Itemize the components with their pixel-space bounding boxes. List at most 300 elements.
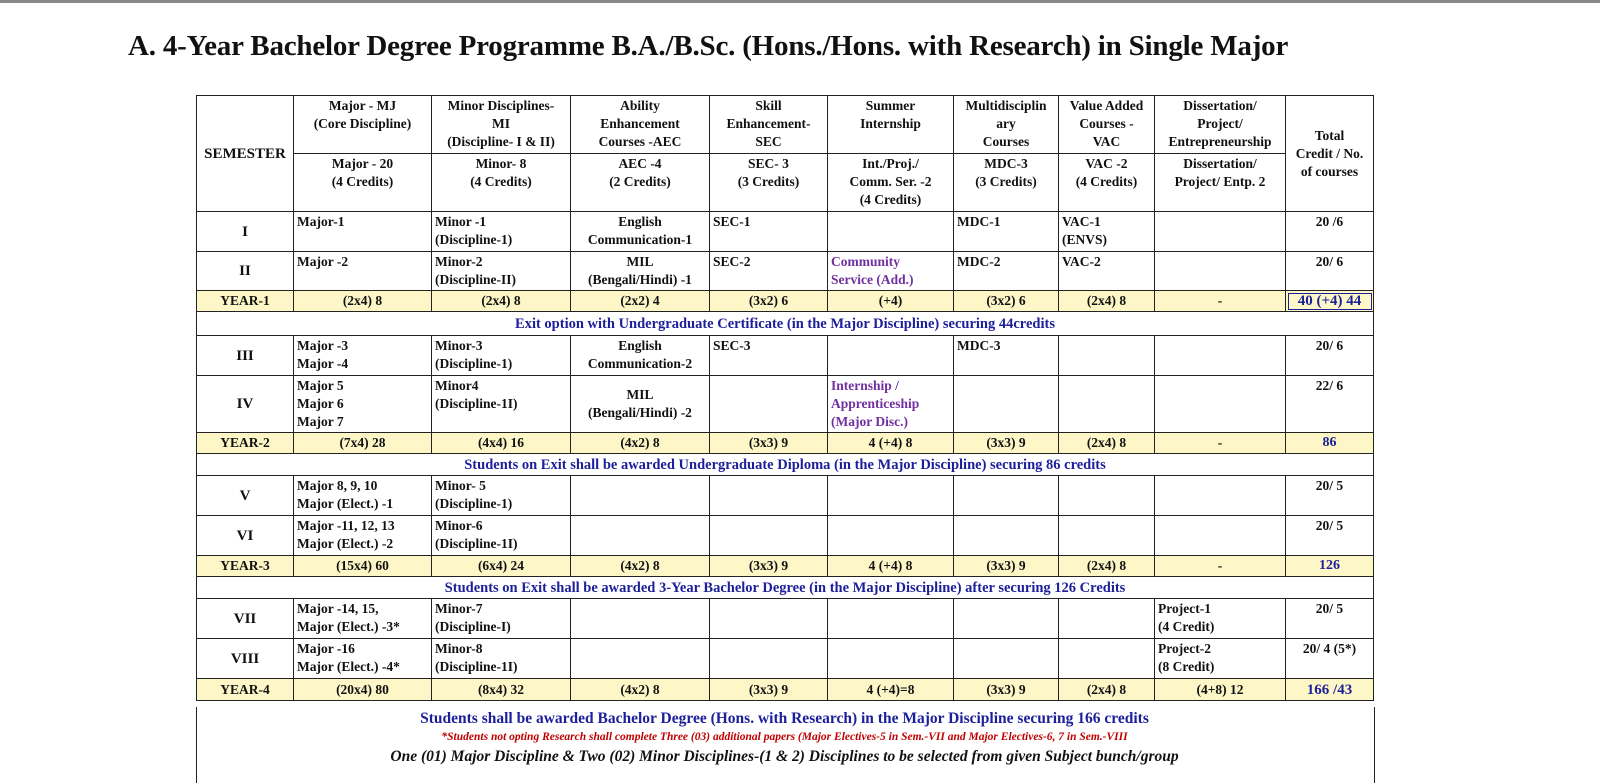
course-cell	[571, 336, 710, 376]
table-row	[197, 96, 1374, 154]
course-cell	[828, 599, 954, 639]
year-credit-cell	[1059, 433, 1155, 454]
cell-text: 126	[1319, 558, 1340, 573]
year-credit-cell	[294, 556, 432, 577]
year-label	[197, 679, 294, 701]
cell-text: Minor4	[435, 378, 479, 393]
cell-text: (4x2) 8	[620, 558, 660, 573]
column-credits	[1059, 154, 1155, 212]
table-row	[197, 639, 1374, 679]
cell-text: (2 Credits)	[609, 174, 671, 189]
semester-label	[197, 212, 294, 252]
page-title: A. 4-Year Bachelor Degree Programme B.A./B.Sc. (Hons./Hons. with Research) in Single Major	[128, 30, 1289, 62]
cell-text: Project/	[1197, 116, 1243, 131]
course-cell	[954, 212, 1059, 252]
course-cell	[1059, 476, 1155, 516]
year-credit-cell	[1059, 679, 1155, 701]
course-cell	[710, 476, 828, 516]
cell-text: MI	[492, 116, 510, 131]
year-credit-cell	[1155, 291, 1286, 312]
table-row	[197, 577, 1374, 599]
cell-text: SEC	[755, 134, 782, 149]
cell-text: (3x2) 6	[748, 293, 789, 308]
cell-text: (3x3) 9	[986, 558, 1026, 573]
table-row	[197, 291, 1374, 312]
column-credits	[571, 154, 710, 212]
cell-text: (15x4) 60	[336, 558, 389, 573]
cell-text: Minor Disciplines-	[447, 98, 555, 113]
cell-text: I	[242, 223, 248, 240]
cell-text: Skill	[755, 98, 782, 113]
cell-text: -	[1217, 558, 1223, 573]
course-cell	[294, 639, 432, 679]
year-credit-cell	[954, 679, 1059, 701]
course-cell	[571, 639, 710, 679]
column-header	[432, 96, 571, 154]
table-row	[197, 252, 1374, 291]
cell-text: Minor-3	[435, 338, 483, 353]
cell-text: 166 /43	[1306, 681, 1353, 698]
table-row	[197, 312, 1374, 336]
course-cell	[432, 476, 571, 516]
cell-text: YEAR-3	[220, 558, 270, 573]
year-credit-cell	[571, 433, 710, 454]
course-cell	[1155, 639, 1286, 679]
top-rule	[0, 0, 1600, 3]
cell-text: Communication-1	[587, 232, 693, 247]
column-credits	[1155, 154, 1286, 212]
cell-text: (2x4) 8	[1086, 681, 1127, 697]
cell-text: (2x4) 8	[1086, 435, 1127, 450]
column-header	[710, 96, 828, 154]
column-credits	[294, 154, 432, 212]
cell-text: Ability	[620, 98, 660, 113]
course-cell	[294, 476, 432, 516]
cell-text: Minor -1	[435, 214, 487, 229]
cell-text: VAC-2	[1062, 254, 1101, 269]
cell-text: Project-2	[1158, 641, 1211, 656]
cell-text: Entrepreneurship	[1168, 134, 1272, 149]
total-cell	[1286, 376, 1374, 433]
cell-text: Major - 20	[331, 156, 394, 171]
cell-text: YEAR-1	[220, 293, 270, 308]
total-cell	[1286, 476, 1374, 516]
cell-text: 20/ 5	[1315, 601, 1344, 616]
cell-text: Major -3	[297, 338, 349, 353]
course-cell	[828, 476, 954, 516]
cell-text: Minor-7	[435, 601, 483, 616]
cell-text: MDC-3	[957, 338, 1001, 353]
cell-text: (3x3) 9	[748, 435, 789, 450]
year-credit-cell	[294, 679, 432, 701]
cell-text: (Discipline-1)	[435, 232, 513, 247]
course-cell	[1059, 336, 1155, 376]
cell-text: (Discipline-I)	[435, 619, 511, 634]
cell-text: English	[618, 214, 662, 229]
cell-text: (4+8) 12	[1196, 681, 1244, 697]
year-credit-cell	[1059, 556, 1155, 577]
year-credit-cell	[571, 679, 710, 701]
cell-text: (Discipline-II)	[435, 272, 516, 287]
cell-text: -	[1217, 293, 1223, 308]
cell-text: (Discipline-1)	[435, 356, 513, 371]
cell-text: 20/ 6	[1315, 338, 1344, 353]
cell-text: Credit / No.	[1295, 145, 1364, 161]
exit-option-banner	[197, 454, 1374, 476]
cell-text: Enhancement-	[726, 116, 811, 131]
cell-text: (3x2) 6	[986, 293, 1026, 308]
cell-text: Comm. Ser. -2	[849, 174, 932, 189]
cell-text: MDC-3	[984, 156, 1028, 171]
cell-text: Major 6	[297, 396, 344, 411]
cell-text: (Bengali/Hindi) -1	[588, 272, 692, 287]
cell-text: Exit option with Undergraduate Certificate (in the Major Discipline) securing 44credits	[515, 315, 1055, 332]
year-credit-cell	[294, 291, 432, 312]
cell-text: Apprenticeship	[831, 396, 920, 411]
cell-text: Project/ Entp. 2	[1174, 174, 1266, 189]
semester-label	[197, 476, 294, 516]
course-cell	[1059, 212, 1155, 252]
year-credit-cell	[432, 291, 571, 312]
cell-text: VI	[236, 527, 254, 544]
total-cell	[1286, 516, 1374, 556]
year-credit-cell	[710, 556, 828, 577]
course-cell	[1059, 639, 1155, 679]
course-cell	[828, 212, 954, 252]
table-row	[197, 599, 1374, 639]
year-total-cell	[1286, 433, 1374, 454]
table-row	[197, 556, 1374, 577]
year-credit-cell	[1155, 433, 1286, 454]
course-cell	[432, 212, 571, 252]
table-row	[197, 454, 1374, 476]
table-row	[197, 476, 1374, 516]
cell-text: (6x4) 24	[477, 558, 525, 573]
course-cell	[1155, 516, 1286, 556]
cell-text: (3 Credits)	[737, 174, 800, 189]
year-credit-cell	[1155, 556, 1286, 577]
total-cell	[1286, 336, 1374, 376]
semester-label	[197, 252, 294, 291]
exit-option-banner	[197, 577, 1374, 599]
year-label	[197, 291, 294, 312]
cell-text: (2x4) 8	[481, 293, 521, 308]
cell-text: (3x3) 9	[986, 681, 1026, 697]
cell-text: (2x4) 8	[342, 293, 383, 308]
cell-text: (Discipline-1I)	[435, 536, 518, 551]
course-cell	[954, 516, 1059, 556]
cell-text: ary	[996, 116, 1016, 131]
cell-text: MDC-1	[957, 214, 1001, 229]
research-note: *Students not opting Research shall complete Three (03) additional papers (Major Electives-5 in Sem.-VII and Major Electives-6, 7 in Sem.-VIII	[441, 731, 1128, 743]
course-cell	[1155, 476, 1286, 516]
course-cell	[294, 336, 432, 376]
cell-text: of courses	[1300, 163, 1359, 179]
course-cell	[710, 252, 828, 291]
cell-text: Minor- 5	[435, 478, 486, 493]
cell-text: (8 Credit)	[1158, 659, 1215, 674]
cell-text: Major 8, 9, 10	[297, 478, 378, 493]
semester-label	[197, 599, 294, 639]
cell-text: (20x4) 80	[336, 681, 389, 697]
selection-note: One (01) Major Discipline & Two (02) Minor Disciplines-(1 & 2) Disciplines to be selected from given Subject bunch/group	[390, 748, 1179, 765]
cell-text: 4 (+4) 8	[868, 558, 913, 573]
table-row	[197, 154, 1374, 212]
course-cell	[1059, 516, 1155, 556]
course-cell	[828, 252, 954, 291]
cell-text: 86	[1322, 435, 1337, 450]
cell-text: (3x3) 9	[986, 435, 1026, 450]
year-credit-cell	[828, 679, 954, 701]
cell-text: (7x4) 28	[339, 435, 386, 450]
course-cell	[571, 599, 710, 639]
cell-text: SEC-1	[713, 214, 751, 229]
year-credit-cell	[432, 679, 571, 701]
course-cell	[1155, 336, 1286, 376]
cell-text: VII	[233, 610, 257, 627]
cell-text: SEC- 3	[748, 156, 789, 171]
cell-text: Major -16	[297, 641, 355, 656]
cell-text: (ENVS)	[1062, 232, 1108, 247]
semester-label	[197, 376, 294, 433]
cell-text: YEAR-4	[220, 681, 270, 697]
cell-text: AEC -4	[618, 156, 662, 171]
cell-text: (4 Credits)	[1075, 174, 1138, 189]
cell-text: (4 Credits)	[470, 174, 532, 189]
cell-text: Multidisciplin	[965, 98, 1047, 113]
column-header	[571, 96, 710, 154]
cell-text: III	[236, 347, 254, 364]
cell-text: Major 5	[297, 378, 344, 393]
cell-text: (Core Discipline)	[313, 116, 412, 131]
course-cell	[954, 336, 1059, 376]
column-credits	[954, 154, 1059, 212]
cell-text: (Discipline- I & II)	[447, 134, 555, 149]
course-cell	[1059, 599, 1155, 639]
cell-text: Dissertation/	[1183, 98, 1257, 113]
year-label	[197, 556, 294, 577]
course-cell	[571, 212, 710, 252]
cell-text: (+4)	[878, 293, 903, 308]
course-cell	[828, 336, 954, 376]
semester-label	[197, 336, 294, 376]
course-cell	[294, 376, 432, 433]
cell-text: English	[618, 338, 662, 353]
cell-text: Enhancement	[600, 116, 680, 131]
cell-text: -	[1217, 435, 1223, 450]
cell-text: (2x4) 8	[1086, 558, 1127, 573]
cell-text: 22/ 6	[1315, 378, 1344, 393]
course-cell	[710, 516, 828, 556]
cell-text: Major -2	[297, 254, 349, 269]
year-total-cell	[1286, 556, 1374, 577]
cell-text: Minor-2	[435, 254, 483, 269]
cell-text: (Bengali/Hindi) -2	[588, 405, 692, 420]
course-cell	[954, 639, 1059, 679]
cell-text: 4 (+4)=8	[866, 681, 915, 697]
cell-text: Students on Exit shall be awarded Undergraduate Diploma (in the Major Discipline) securing 86 credits	[464, 456, 1106, 473]
cell-text: Courses	[982, 134, 1030, 149]
cell-text: Major - MJ	[328, 98, 397, 113]
cell-text: Summer	[865, 98, 916, 113]
course-cell	[432, 252, 571, 291]
total-header	[1286, 96, 1374, 212]
cell-text: Minor-8	[435, 641, 483, 656]
table-row	[197, 433, 1374, 454]
table-row	[197, 376, 1374, 433]
cell-text: 20/ 5	[1315, 518, 1344, 533]
cell-text: Internship	[860, 116, 921, 131]
course-cell	[710, 376, 828, 433]
credit-structure-table	[196, 95, 1374, 701]
cell-text: Major -11, 12, 13	[297, 518, 395, 533]
course-cell	[1059, 252, 1155, 291]
course-cell	[1155, 252, 1286, 291]
cell-text: VIII	[230, 650, 260, 667]
semester-header	[197, 96, 294, 212]
course-cell	[1059, 376, 1155, 433]
course-cell	[432, 639, 571, 679]
cell-text: (Major Disc.)	[831, 414, 908, 429]
semester-label	[197, 639, 294, 679]
cell-text: (8x4) 32	[477, 681, 525, 697]
cell-text: 20/ 5	[1315, 478, 1344, 493]
cell-text: MIL	[626, 387, 654, 402]
cell-text: VAC-1	[1062, 214, 1101, 229]
course-cell	[954, 476, 1059, 516]
semester-label	[197, 516, 294, 556]
course-cell	[432, 599, 571, 639]
cell-text: (4 Credits)	[859, 192, 922, 207]
year-credit-cell	[954, 556, 1059, 577]
year-credit-cell	[828, 556, 954, 577]
cell-text: (4 Credit)	[1158, 619, 1215, 634]
cell-text: Major (Elect.) -2	[297, 536, 394, 551]
course-cell	[828, 516, 954, 556]
cell-text: SEC-3	[713, 338, 751, 353]
cell-text: II	[239, 263, 251, 279]
table-row	[197, 336, 1374, 376]
year-credit-cell	[294, 433, 432, 454]
table-row	[197, 516, 1374, 556]
year-total-cell	[1286, 291, 1374, 312]
cell-text: (Discipline-1I)	[435, 659, 518, 674]
cell-text: IV	[236, 396, 254, 412]
course-cell	[710, 336, 828, 376]
course-cell	[432, 336, 571, 376]
cell-text: Total	[1314, 127, 1345, 143]
course-cell	[828, 376, 954, 433]
course-cell	[294, 252, 432, 291]
cell-text: Communication-2	[587, 356, 693, 371]
course-cell	[294, 516, 432, 556]
year-credit-cell	[710, 291, 828, 312]
total-cell	[1286, 252, 1374, 291]
cell-text: (4 Credits)	[331, 174, 394, 189]
cell-text: Students on Exit shall be awarded 3-Year Bachelor Degree (in the Major Discipline) after securing 126 Credits	[444, 579, 1126, 596]
cell-text: Major 7	[297, 414, 344, 429]
cell-text: Value Added	[1069, 98, 1144, 113]
column-header	[1059, 96, 1155, 154]
cell-text: (2x2) 4	[620, 293, 660, 308]
cell-text: (3x3) 9	[748, 558, 789, 573]
column-header	[1155, 96, 1286, 154]
cell-text: MDC-2	[957, 254, 1001, 269]
cell-text: Project-1	[1158, 601, 1211, 616]
column-credits	[710, 154, 828, 212]
cell-text: 20/ 4 (5*)	[1302, 641, 1357, 656]
cell-text: (3x3) 9	[748, 681, 789, 697]
year-credit-cell	[432, 556, 571, 577]
cell-text: SEMESTER	[204, 145, 286, 162]
cell-text: Dissertation/	[1183, 156, 1257, 171]
year-credit-cell	[710, 679, 828, 701]
cell-text: Courses -	[1079, 116, 1134, 131]
cell-text: (2x4) 8	[1086, 293, 1127, 308]
cell-text: Major-1	[297, 214, 345, 229]
cell-text: Service (Add.)	[831, 272, 914, 287]
year-credit-cell	[432, 433, 571, 454]
cell-text: (3 Credits)	[975, 174, 1037, 189]
year-total-cell	[1286, 679, 1374, 701]
cell-text: (Discipline-1I)	[435, 396, 518, 411]
year-credit-cell	[828, 291, 954, 312]
course-cell	[710, 212, 828, 252]
cell-text: Int./Proj./	[862, 156, 919, 171]
column-header	[954, 96, 1059, 154]
course-cell	[954, 599, 1059, 639]
table-row	[197, 679, 1374, 701]
cell-text: Major -4	[297, 356, 349, 371]
table-row	[197, 212, 1374, 252]
cell-text: Major (Elect.) -4*	[297, 659, 400, 674]
year-credit-cell	[1155, 679, 1286, 701]
course-cell	[571, 376, 710, 433]
year-credit-cell	[571, 556, 710, 577]
cell-text: 20/ 6	[1315, 254, 1344, 269]
year-credit-cell	[710, 433, 828, 454]
cell-text: VAC -2	[1085, 156, 1128, 171]
course-cell	[954, 252, 1059, 291]
cell-text: Major (Elect.) -3*	[297, 619, 400, 634]
year-credit-cell	[571, 291, 710, 312]
cell-text: VAC	[1092, 134, 1121, 149]
course-cell	[828, 639, 954, 679]
exit-option-banner	[197, 312, 1374, 336]
cell-text: Major (Elect.) -1	[297, 496, 394, 511]
course-cell	[710, 599, 828, 639]
course-cell	[432, 376, 571, 433]
cell-text: 20 /6	[1315, 214, 1344, 229]
cell-text: Major -14, 15,	[297, 601, 379, 616]
cell-text: (4x4) 16	[477, 435, 525, 450]
cell-text: 40 (+4) 44	[1297, 293, 1362, 309]
column-header	[294, 96, 432, 154]
course-cell	[1155, 212, 1286, 252]
column-credits	[432, 154, 571, 212]
total-cell	[1286, 639, 1374, 679]
cell-text: Minor-6	[435, 518, 483, 533]
cell-text: Internship /	[831, 378, 899, 393]
cell-text: V	[239, 487, 251, 504]
course-cell	[954, 376, 1059, 433]
year-credit-cell	[954, 291, 1059, 312]
cell-text: YEAR-2	[220, 435, 270, 450]
course-cell	[432, 516, 571, 556]
cell-text: (4x2) 8	[620, 681, 660, 697]
cell-text: Courses -AEC	[598, 134, 682, 149]
course-cell	[294, 599, 432, 639]
